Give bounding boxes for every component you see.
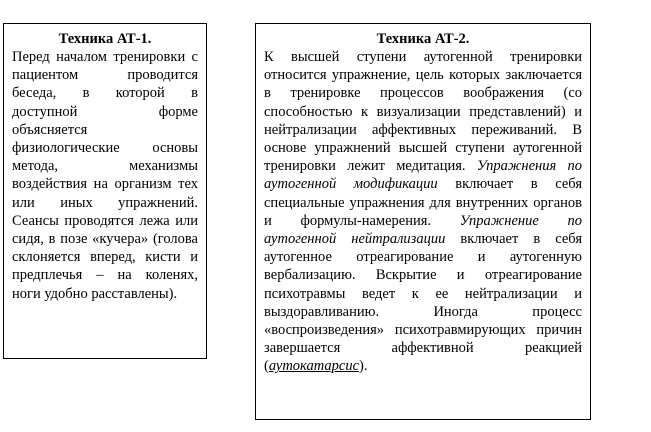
technique-at2-title: Техника АТ-2.: [376, 31, 470, 47]
autocatharsis-term: аутокатарсис: [268, 358, 360, 375]
technique-at2-text-part2: включает в себя специальные упражнения для внутренних органов и формулы-намерения.: [264, 176, 582, 229]
autogenic-neutralization-term: Упражнение по аутогенной нейтрализации: [264, 212, 582, 248]
technique-at2-text-part4: ).: [359, 358, 368, 375]
technique-at2-text-part1: К высшей ступени аутогенной тренировки относится упражнение, цель которых заключается в тренировке процессов воображения (со способностью к визуализации представлений) и нейтрализации аффективных переживаний. В основе упражнений высшей ступени аутогенной тренировки лежит медитация.: [264, 49, 582, 175]
autogenic-modification-term: Упражнения по аутогенной модификации: [264, 158, 582, 193]
technique-at1-title: Техника АТ-1.: [58, 31, 152, 47]
technique-at2-text-part3: включает в себя аутогенное отреагирование и аутогенную вербализацию. Вскрытие и отреагирование психотравмы ведет к ее нейтрализации и выздоравливанию. Иногда процесс «воспроизведения» психотравмирующих причин завершается аффективной реакцией (: [264, 231, 582, 375]
technique-at1-box: [3, 23, 207, 359]
technique-at1-text: Перед началом тренировки с пациентом проводится беседа, в которой в доступной форме объясняется физиологические основы метода, механизмы воздействия на организм тех или иных упражнений. Сеансы проводятся лежа или сидя, в позе «кучера» (голова склоняется вперед, кисти и предплечья – на коленях, ноги удобно расставлены).: [12, 49, 198, 302]
technique-at2-text: [264, 48, 582, 376]
technique-at2-box: [255, 23, 591, 420]
